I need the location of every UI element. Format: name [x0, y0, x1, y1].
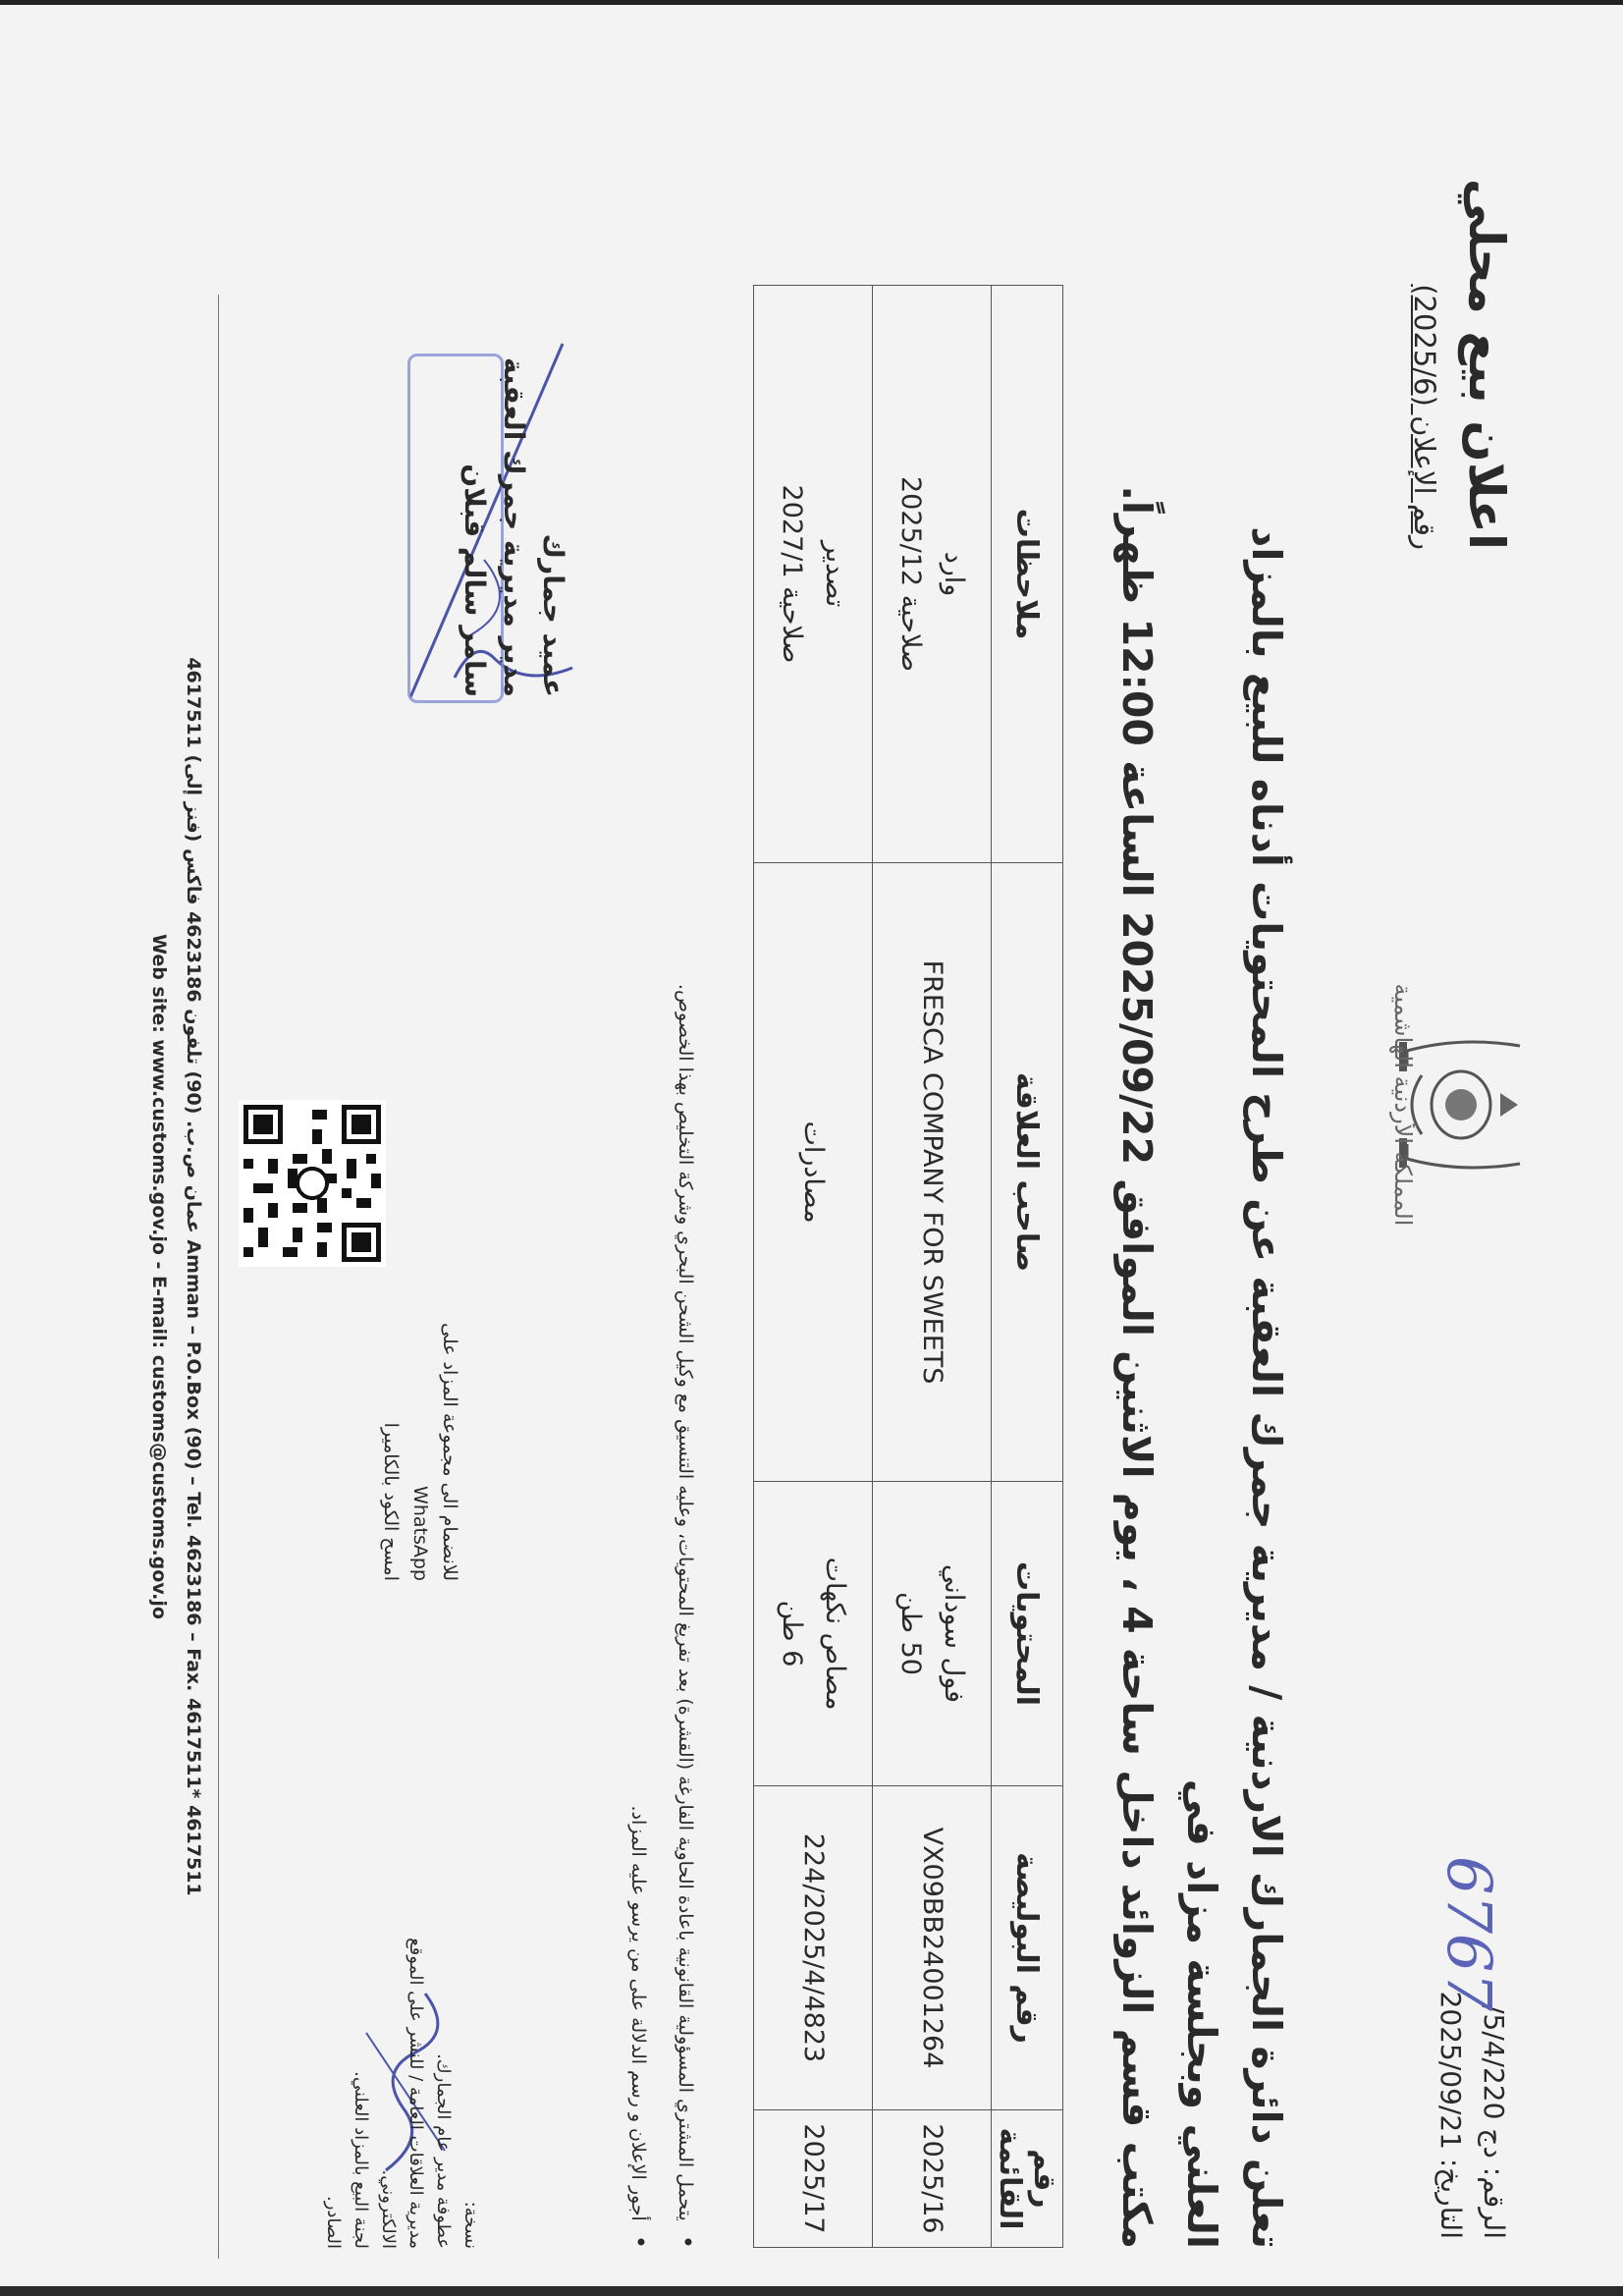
footer-address: Amman – P.O.Box (90) – Tel. 4623186 – Fax. 4617511* 4617511 عمان ص.ب. (90) تلفون 4623186 فاكس (فنز إلى) 4617511: [183, 657, 204, 1896]
notes-validity: صلاحية 2025/12: [895, 475, 926, 673]
announcement-number: رقم الإعلان (2025/6): [1408, 284, 1441, 550]
copies-list: [319, 1925, 484, 2249]
cell-owner: مصادرات: [754, 863, 873, 1482]
column-header-policy-no: رقم البوليصة: [992, 1786, 1063, 2110]
conditions-list: [616, 393, 710, 2249]
whatsapp-qr-code[interactable]: [239, 1100, 386, 1267]
copies-label: نسخة:: [460, 2201, 481, 2249]
condition-item: • أجور الإعلان و رسم الدلالة على من يرسو عليه المزاد.: [616, 393, 663, 2249]
notes-type: تصدير: [820, 540, 850, 608]
copies-item: لجنة البيع بالمزاد العلني.: [351, 2071, 371, 2249]
table-row: [754, 286, 873, 2248]
document-title: اعلان بيع محلي: [1458, 178, 1515, 550]
notes-validity: صلاحية 2027/1: [777, 484, 807, 664]
heading-line-1: تعلن دائرة الجمارك الاردنية / مديرية جمرك العقبة عن طرح المحتويات أدناه للبيع بالمزاد العلني وبجلسة مزاد في: [1178, 526, 1290, 2249]
table-row: [873, 286, 992, 2248]
cell-contents: [873, 1482, 992, 1786]
cell-policy-no: VX09BB24001264: [873, 1786, 992, 2110]
contents-item: فول سوداني: [939, 1563, 969, 1704]
signature-rank: عميد جمارك: [537, 533, 569, 697]
signature-block: [455, 324, 572, 697]
footer-website: Web site: www.customs.gov.jo - E-mail: customs@customs.gov.jo: [148, 934, 170, 1619]
handwritten-reference: 6767: [1434, 1856, 1505, 2011]
qr-caption: [376, 1267, 464, 1581]
column-header-contents: المحتويات: [992, 1482, 1063, 1786]
reference-value: /5/4/220: [1478, 2004, 1510, 2120]
date-value: 2025/09/21: [1434, 1991, 1467, 2150]
cell-notes: [873, 286, 992, 863]
heading-line-2: مكتب قسم الزوائد داخل ساحة 4 ، يوم الاثنين الموافق 2025/09/22 الساعة 12:00 ظهراً.: [1113, 485, 1161, 2249]
qr-caption-line: امسح الكود بالكاميرا: [380, 1422, 402, 1581]
column-header-notes: ملاحظات: [992, 286, 1063, 863]
contents-quantity: 6 طن: [777, 1600, 807, 1667]
copies-item: عطوفة مدير عام الجمارك.: [433, 2053, 454, 2249]
footer-divider: [218, 295, 219, 2259]
cell-list-no: 2025/16: [873, 2110, 992, 2248]
qr-caption-line: للانضمام الى مجموعة المزاد على WhatsApp: [409, 1323, 460, 1581]
column-header-owner: صاحب العلاقة: [992, 863, 1063, 1482]
cell-owner: FRESCA COMPANY FOR SWEETS: [873, 863, 992, 1482]
table-header-row: [992, 286, 1063, 2248]
reference-label: الرقم: دج: [1478, 2128, 1510, 2239]
contents-quantity: 50 طن: [895, 1592, 926, 1675]
notes-type: وارد: [939, 551, 969, 597]
contents-item: مصاص نكهات: [820, 1557, 850, 1711]
auction-items-table: [753, 285, 1063, 2248]
cell-contents: [754, 1482, 873, 1786]
cell-policy-no: 224/2025/4/4823: [754, 1786, 873, 2110]
cell-notes: [754, 286, 873, 863]
copies-item: الصادر.: [323, 2195, 344, 2249]
date-label: التاريخ:: [1434, 2158, 1467, 2239]
signature-title: مدير مديرية جمرك العقبة: [498, 356, 530, 697]
signature-name: سامر سالم قبلان: [459, 464, 491, 697]
emblem-caption: المملكة الأردنية الهاشمية: [1389, 983, 1417, 1227]
cell-list-no: 2025/17: [754, 2110, 873, 2248]
column-header-list-no: رقم القائمة: [992, 2110, 1063, 2248]
condition-item: • يتحمل المشتري المسؤولية القانونية باعادة الحاوية الفارغة (القشرة) بعد تفريغ المحتويات، وعليه التنسيق مع وكيل الشحن البحري وشركة التخليص بهذا الخصوص.: [663, 393, 710, 2249]
copies-item: مديرية العلاقات العامة / للنشر على الموقع الالكتروني.: [378, 1938, 426, 2249]
announcement-heading: [1105, 422, 1299, 2249]
